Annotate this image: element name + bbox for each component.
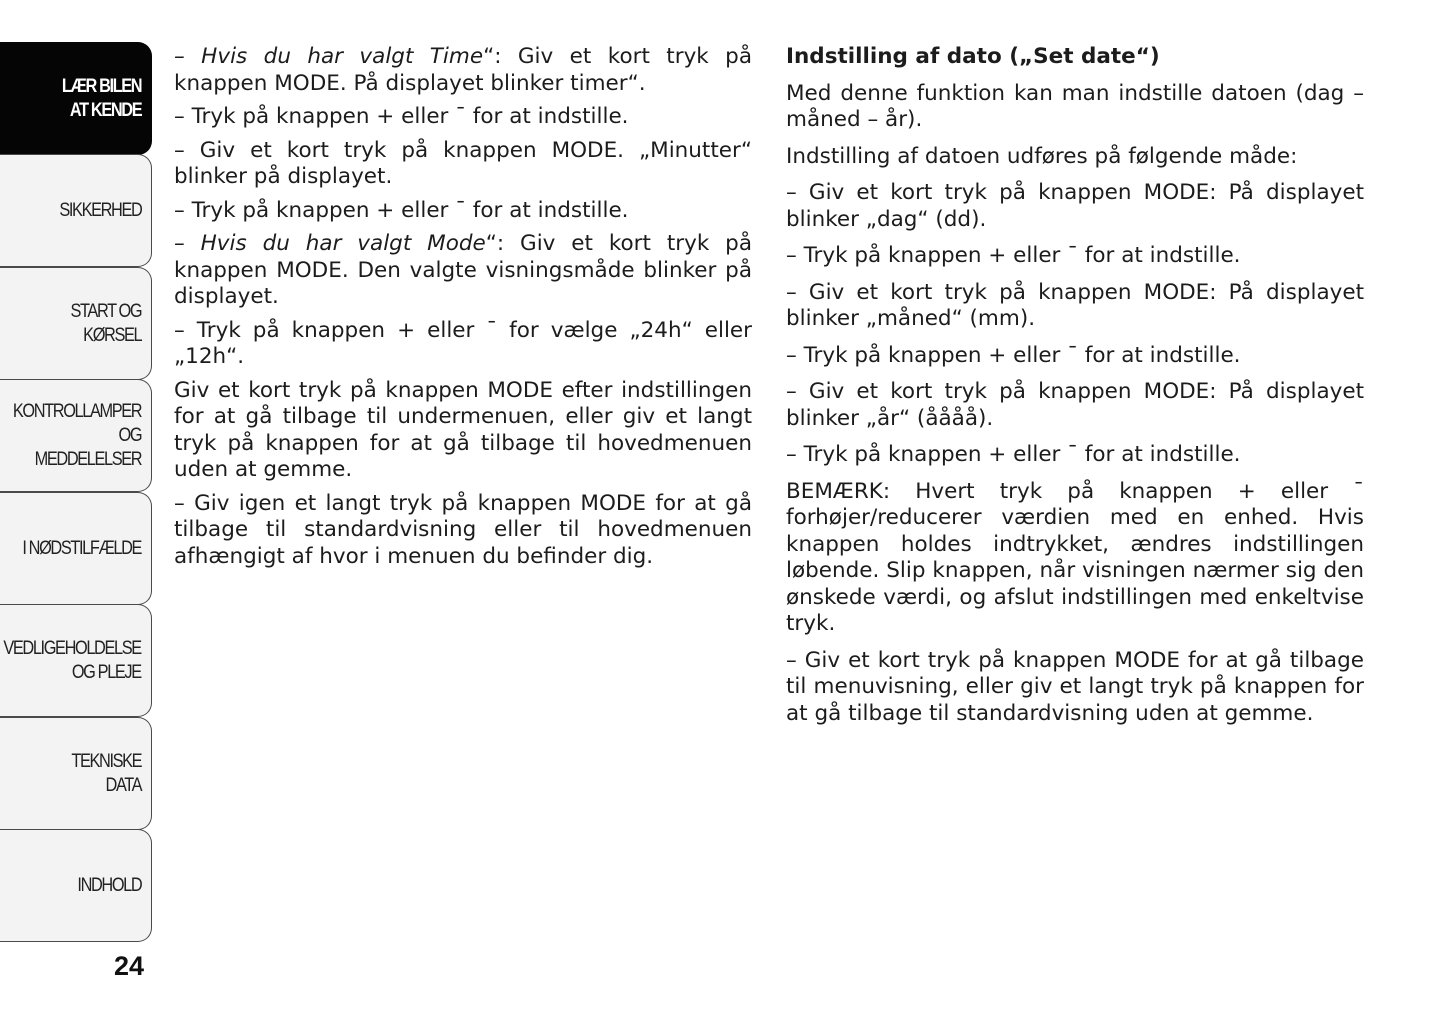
tab-laer-bilen-at-kende[interactable] [0, 42, 152, 155]
paragraph: – Tryk på knappen + eller ¯ for at indstille. [174, 104, 629, 129]
tab-label: START OG KØRSEL [70, 300, 141, 346]
tab-sikkerhed[interactable] [0, 154, 152, 267]
italic-lead: – Hvis du har valgt Mode [174, 231, 486, 256]
paragraph: – Giv et kort tryk på knappen MODE: På displayet blinker „dag“ (dd). [786, 180, 1364, 232]
right-column [786, 44, 1364, 737]
tab-label: INDHOLD [77, 874, 141, 896]
tab-label: LÆR BILEN AT KENDE [61, 75, 141, 121]
page-number: 24 [113, 951, 144, 981]
paragraph: – Giv et kort tryk på knappen MODE. „Minutter“ blinker på displayet. [174, 137, 752, 189]
tab-kontrollamper[interactable] [0, 379, 152, 492]
italic-lead: – Hvis du har valgt Time [174, 44, 484, 69]
tab-start-og-korsel[interactable] [0, 267, 152, 380]
paragraph: – Giv et kort tryk på knappen MODE: På displayet blinker „måned“ (mm). [786, 279, 1364, 331]
paragraph: Giv et kort tryk på knappen MODE efter indstillingen for at gå tilbage til undermenuen, eller giv et langt tryk på knappen for at gå tilbage til hovedmenuen uden at gemme. [174, 377, 752, 482]
left-column [174, 44, 752, 577]
tab-label: VEDLIGEHOLDELSE OG PLEJE [3, 637, 141, 683]
paragraph: – Giv igen et langt tryk på knappen MODE for at gå tilbage til standardvisning eller til hovedmenuen afhængigt af hvor i menuen du befinder dig. [174, 490, 752, 569]
paragraph: – Tryk på knappen + eller ¯ for at indstille. [786, 442, 1241, 467]
paragraph-text: “: Giv et kort tryk på knappen MODE. På displayet blinker timer“. [174, 44, 752, 96]
tab-i-nodstilfaelde[interactable] [0, 492, 152, 605]
tab-label: TEKNISKE DATA [71, 750, 141, 796]
paragraph: – Tryk på knappen + eller ¯ for at indstille. [786, 342, 1241, 368]
paragraph: – Giv et kort tryk på knappen MODE: På displayet blinker „år“ (åååå). [786, 379, 1364, 431]
paragraph [174, 231, 752, 311]
paragraph: – Giv et kort tryk på knappen MODE for at gå tilbage til menuvisning, eller giv et langt tryk på knappen for at gå tilbage til standardvisning uden at gemme. [786, 647, 1364, 726]
paragraph: Indstilling af datoen udføres på følgende måde: [786, 143, 1298, 169]
tab-label: SIKKERHED [58, 199, 141, 221]
paragraph: – Tryk på knappen + eller ¯ for vælge „24h“ eller „12h“. [174, 317, 752, 369]
section-heading: Indstilling af dato („Set date“) [786, 44, 1160, 69]
tab-tekniske-data[interactable] [0, 717, 152, 830]
tab-vedligeholdelse[interactable] [0, 604, 152, 717]
tab-indhold[interactable] [0, 829, 152, 942]
paragraph [174, 44, 752, 97]
tab-label: KONTROLLAMPER OG MEDDELELSER [12, 400, 141, 470]
paragraph-text: “: Giv et kort tryk på knappen MODE. Den valgte visningsmåde blinker på displayet. [174, 231, 752, 309]
paragraph: – Tryk på knappen + eller ¯ for at indstille. [174, 197, 629, 223]
tab-label: I NØDSTILFÆLDE [22, 537, 141, 559]
paragraph: – Tryk på knappen + eller ¯ for at indstille. [786, 243, 1241, 268]
note-paragraph: BEMÆRK: Hvert tryk på knappen + eller ¯ forhøjer/reducerer værdien med en enhed. Hvis knappen holdes indtrykket, ændres indstillingen løbende. Slip knappen, når visningen nærmer sig den ønskede værdi, og afslut indstillingen med enkeltvise tryk. [786, 478, 1364, 636]
paragraph: Med denne funktion kan man indstille datoen (dag – måned – år). [786, 80, 1364, 132]
